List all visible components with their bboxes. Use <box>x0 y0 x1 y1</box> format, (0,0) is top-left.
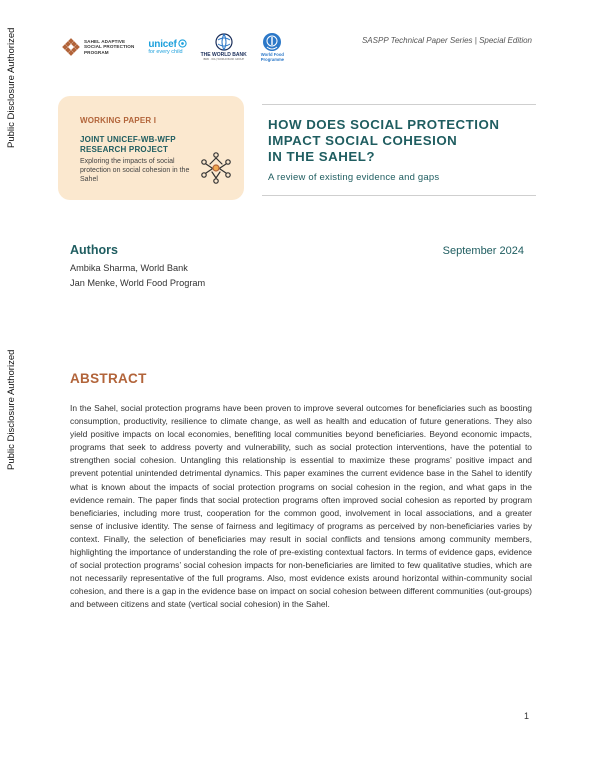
paper-subtitle: A review of existing evidence and gaps <box>268 172 440 183</box>
world-bank-globe-icon <box>215 33 233 51</box>
project-name <box>80 135 176 154</box>
world-bank-sub: IBRD · IDA | WORLD BANK GROUP <box>203 58 245 61</box>
publication-date: September 2024 <box>442 245 524 257</box>
project-line2: RESEARCH PROJECT <box>80 144 169 154</box>
partner-logos <box>62 30 284 64</box>
saspp-logo <box>62 38 134 56</box>
title-line3: IN THE SAHEL? <box>268 149 375 164</box>
project-line1: JOINT UNICEF-WB-WFP <box>80 135 176 144</box>
world-bank-logo <box>201 33 247 61</box>
people-circle-icon <box>198 150 234 186</box>
abstract-heading: ABSTRACT <box>70 371 147 386</box>
wfp-emblem-icon <box>262 32 282 52</box>
public-disclosure-label-middle: Public Disclosure Authorized <box>6 349 17 470</box>
wfp-line1: World Food <box>260 52 284 57</box>
project-description: Exploring the impacts of social protection on social cohesion in the Sahel <box>80 158 190 183</box>
working-paper-label: WORKING PAPER I <box>80 116 157 125</box>
saspp-line1: SAHEL ADAPTIVE <box>84 38 126 44</box>
unicef-name: unicef <box>148 39 177 50</box>
title-line2: IMPACT SOCIAL COHESION <box>268 133 458 148</box>
wfp-logo <box>261 32 284 62</box>
author-item: Ambika Sharma, World Bank <box>70 263 188 273</box>
working-paper-card <box>58 96 244 200</box>
title-block <box>262 104 536 196</box>
paper-title <box>268 117 499 165</box>
unicef-logo <box>148 39 186 55</box>
saspp-knot-icon <box>62 38 80 56</box>
world-bank-name: THE WORLD BANK <box>200 52 247 58</box>
page-number: 1 <box>524 711 530 721</box>
title-line1: HOW DOES SOCIAL PROTECTION <box>268 117 500 132</box>
series-label: SASPP Technical Paper Series | Special Edition <box>361 36 532 45</box>
wfp-line2: Programme <box>260 57 285 62</box>
unicef-tagline: for every child <box>148 49 183 55</box>
saspp-line3: PROGRAM <box>84 49 109 55</box>
public-disclosure-label-top: Public Disclosure Authorized <box>6 27 17 148</box>
unicef-globe-icon <box>178 39 187 48</box>
authors-heading: Authors <box>70 243 118 257</box>
saspp-line2: SOCIAL PROTECTION <box>84 44 135 50</box>
abstract-text: In the Sahel, social protection programs have been proven to improve several outcomes for beneficiaries such as boosting consumption, productivity, resilience to climate change, as well as health and education of future generations. They also yield positive impacts on local economies, benefiting local communities beyond beneficiaries. Beyond economic impacts, programs that seek to address poverty and vulnerability, such as social protection interventions, have the potential to strengthen social cohesion. Untangling this relationship is essential to maximize these programs’ positive impact and prevent potential unintended detrimental dynamics. This paper examines the current evidence base in the Sahel to identify what is known about the impacts of social protection programs on social cohesion in the region, and what gaps in the evidence remain. The paper finds that social protection programs often improved social cohesion as reported by program beneficiaries, including more trust, cooperation for the common good, involvement in local associations, and a greater sense of inclusive identity. The sense of fairness and legitimacy of programs as perceived by non-beneficiaries varies by context. Finally, the selection of beneficiaries may result in social conflicts and tensions among community members, highlighting the importance of understanding the role of pre-existing contextual factors. In terms of evidence gaps, evidence of social protection programs’ social cohesion impacts for non-beneficiaries are limited to few qualitative studies, which are not necessarily representative of the full programs. Also, most evidence exists around horizontal within-community social cohesion, and there is a gap in the evidence base on impact on social cohesion between different communities (out-groups) and between citizens and state (vertical social cohesion) in the Sahel. <box>70 403 532 610</box>
author-item: Jan Menke, World Food Program <box>70 278 206 288</box>
